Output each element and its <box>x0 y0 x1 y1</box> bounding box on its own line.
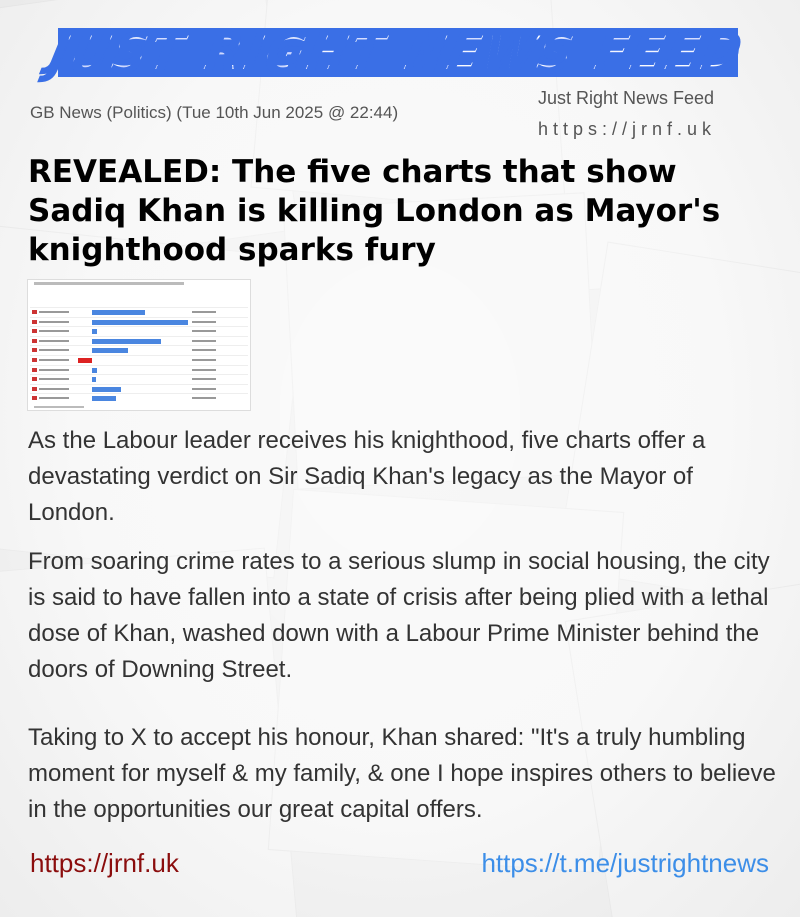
thumbnail-bar <box>92 310 145 315</box>
banner-title: JUST RIGHT NEWS FEED <box>45 25 751 80</box>
thumbnail-row <box>30 345 248 355</box>
thumbnail-row-value <box>192 388 216 390</box>
thumbnail-row <box>30 307 248 317</box>
article-paragraph-1: As the Labour leader receives his knighthood, five charts offer a devastating verdict on Sir Sadiq Khan's legacy as the Mayor of London. <box>28 427 706 526</box>
thumbnail-flag <box>32 396 37 400</box>
thumbnail-bar <box>78 358 92 363</box>
thumbnail-flag <box>32 368 37 372</box>
thumbnail-flag <box>32 320 37 324</box>
thumbnail-row <box>30 317 248 327</box>
thumbnail-row-label <box>39 311 69 313</box>
article-paragraph-3: Taking to X to accept his honour, Khan shared: "It's a truly humbling moment for myself & my family, & one I hope inspires others to believe in the opportunities our great capital offers. <box>28 724 776 823</box>
thumbnail-bar <box>92 387 121 392</box>
thumbnail-row-value <box>192 340 216 342</box>
thumbnail-flag <box>32 377 37 381</box>
footer-site-link[interactable]: https://jrnf.uk <box>30 848 179 878</box>
thumbnail-bar <box>92 329 97 334</box>
article-paragraph-2: From soaring crime rates to a serious slump in social housing, the city is said to have fallen into a state of crisis after being plied with a lethal dose of Khan, washed down with a Labour Prime Minister behind the doors of Downing Street. <box>28 548 770 683</box>
thumbnail-row <box>30 336 248 346</box>
thumbnail-row <box>30 384 248 394</box>
thumbnail-bar <box>92 377 96 382</box>
headline: REVEALED: The five charts that show Sadiq Khan is killing London as Mayor's knighthood sparks fury <box>28 154 721 268</box>
thumbnail-flag <box>32 387 37 391</box>
thumbnail-row-value <box>192 397 216 399</box>
brand-name: Just Right News Feed <box>538 88 715 108</box>
thumbnail-flag <box>32 310 37 314</box>
thumbnail-row <box>30 355 248 365</box>
thumbnail-row <box>30 365 248 375</box>
thumbnail-bar <box>92 320 188 325</box>
thumbnail-row-label <box>39 321 69 323</box>
thumbnail-title-line <box>34 282 184 285</box>
thumbnail-row-label <box>39 349 69 351</box>
chart-thumbnail[interactable] <box>28 280 250 410</box>
thumbnail-row <box>30 326 248 336</box>
thumbnail-row-label <box>39 378 69 380</box>
thumbnail-flag <box>32 339 37 343</box>
thumbnail-bar <box>92 368 97 373</box>
thumbnail-row <box>30 393 248 403</box>
thumbnail-row-value <box>192 330 216 332</box>
thumbnail-row-label <box>39 330 69 332</box>
thumbnail-row-value <box>192 349 216 351</box>
thumbnail-row-value <box>192 359 216 361</box>
thumbnail-flag <box>32 358 37 362</box>
thumbnail-row-value <box>192 321 216 323</box>
thumbnail-row-value <box>192 311 216 313</box>
thumbnail-row-label <box>39 359 69 361</box>
thumbnail-row-value <box>192 378 216 380</box>
thumbnail-flag <box>32 348 37 352</box>
footer-telegram-link[interactable]: https://t.me/justrightnews <box>481 848 769 878</box>
thumbnail-row-label <box>39 388 69 390</box>
thumbnail-bar <box>92 396 116 401</box>
site-banner <box>45 25 751 80</box>
thumbnail-row-label <box>39 397 69 399</box>
thumbnail-row-label <box>39 369 69 371</box>
thumbnail-flag <box>32 329 37 333</box>
brand-url[interactable]: https://jrnf.uk <box>538 119 717 139</box>
thumbnail-bar <box>92 339 161 344</box>
thumbnail-row-label <box>39 340 69 342</box>
thumbnail-row-value <box>192 369 216 371</box>
article-source: GB News (Politics) (Tue 10th Jun 2025 @ 22:44) <box>30 103 399 122</box>
thumbnail-source-line <box>34 406 84 408</box>
thumbnail-row <box>30 374 248 384</box>
thumbnail-bar <box>92 348 128 353</box>
